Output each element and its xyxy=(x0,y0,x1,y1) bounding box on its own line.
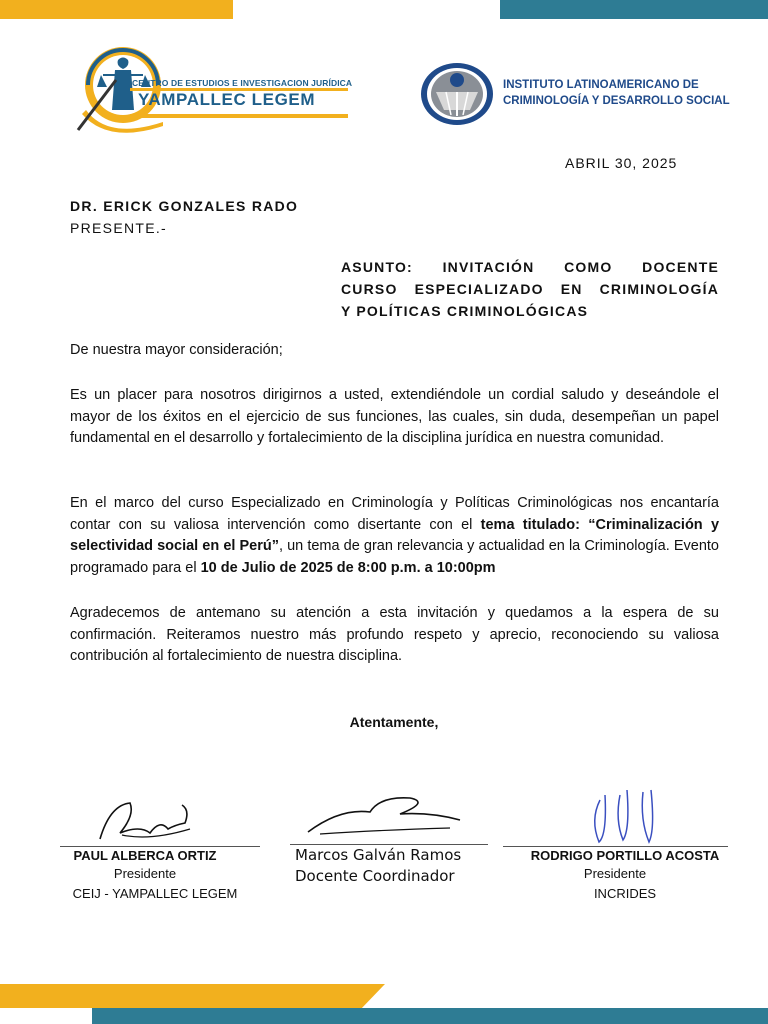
paragraph-2-text-1: En el marco del curso Especializado en Criminología y Políticas Criminológicas nos encantaría contar con su valiosa intervención como disertante con el xyxy=(70,495,719,533)
paragraph-3: Agradecemos de antemano su atención a esta invitación y quedamos a la espera de su confirmación. Reiteramos nuestro más profundo respeto y aprecio, reconociendo su valiosa contribución al fortalecimiento de nuestra disciplina. xyxy=(70,605,719,664)
paragraph-1: Es un placer para nosotros dirigirnos a usted, extendiéndole un cordial saludo y deseándole el mayor de los éxitos en el ejercicio de sus funciones, las cuales, sin duda, desempeñan un papel fundamental en el desarrollo y fortalecimiento de la disciplina jurídica en nuestra comunidad. xyxy=(70,387,719,446)
right-logo-line2: CRIMINOLOGÍA Y DESARROLLO SOCIAL xyxy=(503,95,730,107)
signature-3-line xyxy=(503,846,728,847)
top-left-accent-bar xyxy=(0,0,233,19)
signature-1-org: CEIJ - YAMPALLEC LEGEM xyxy=(72,886,238,901)
top-right-accent-bar xyxy=(500,0,768,19)
signature-3-handwriting xyxy=(585,780,665,850)
signature-2-handwriting xyxy=(300,790,470,840)
left-logo-line1: CENTRO DE ESTUDIOS E INVESTIGACION JURÍDICA xyxy=(132,78,353,88)
bottom-yellow-accent-bar xyxy=(0,984,385,1008)
right-logo-text xyxy=(503,77,730,109)
subject-block xyxy=(341,256,719,322)
presente-line: PRESENTE.- xyxy=(70,220,168,236)
signature-3-name: RODRIGO PORTILLO ACOSTA xyxy=(530,848,720,863)
signature-1-line xyxy=(60,846,260,847)
signature-3-role: Presidente xyxy=(583,866,647,881)
signature-3-org: INCRIDES xyxy=(593,886,657,901)
paragraph-2-topic: tema titulado: “Criminalización y selectividad social en el Perú” xyxy=(70,516,720,554)
letter-date: ABRIL 30, 2025 xyxy=(565,155,678,171)
bottom-teal-accent-bar xyxy=(92,1008,768,1024)
paragraph-2 xyxy=(70,493,719,579)
signature-1-handwriting xyxy=(90,795,200,845)
paragraph-2-text-2: , un tema de gran relevancia y actualidad en la Criminología. Evento programado para el xyxy=(70,538,719,576)
subject-line-1: ASUNTO: INVITACIÓN COMO DOCENTE xyxy=(341,259,719,275)
closing: Atentamente, xyxy=(349,714,439,730)
subject-line-2: CURSO ESPECIALIZADO EN CRIMINOLOGÍA xyxy=(341,281,719,297)
greeting: De nuestra mayor consideración; xyxy=(70,342,283,358)
signature-2-role: Docente Coordinador xyxy=(295,867,455,885)
signature-1-role: Presidente xyxy=(113,866,177,881)
left-logo-line2: YAMPALLEC LEGEM xyxy=(138,90,316,109)
incrides-emblem-icon xyxy=(418,60,496,128)
right-logo-line1: INSTITUTO LATINOAMERICANO DE xyxy=(503,79,699,91)
signature-1-name: PAUL ALBERCA ORTIZ xyxy=(73,848,217,863)
recipient-name: DR. ERICK GONZALES RADO xyxy=(70,198,299,214)
subject-line-3: Y POLÍTICAS CRIMINOLÓGICAS xyxy=(341,303,589,319)
paragraph-2-event-date: 10 de Julio de 2025 de 8:00 p.m. a 10:00pm xyxy=(200,559,496,576)
signature-2-line xyxy=(290,844,488,845)
signature-2-name: Marcos Galván Ramos xyxy=(295,846,462,864)
